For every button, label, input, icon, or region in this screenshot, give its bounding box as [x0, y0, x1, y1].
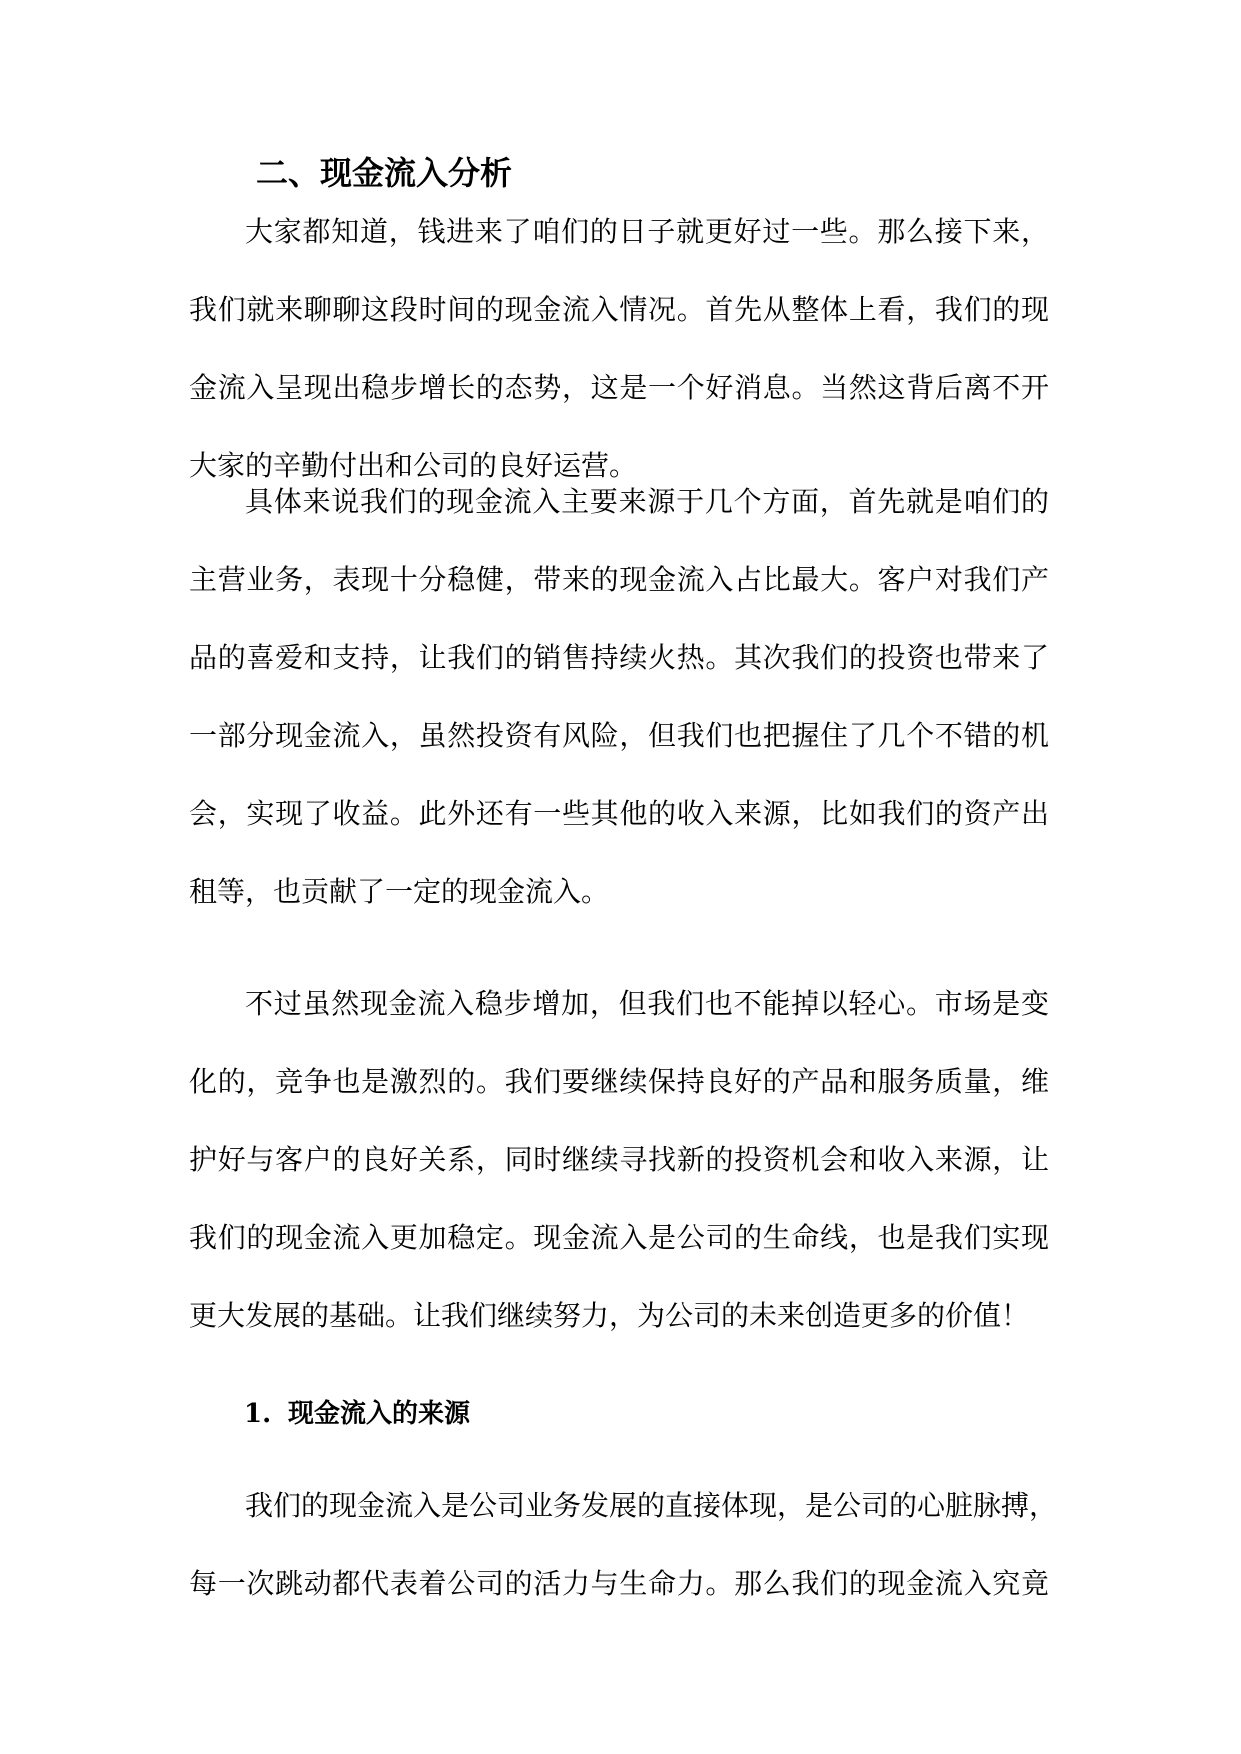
- paragraph-line: 化的，竞争也是激烈的。我们要继续保持良好的产品和服务质量，维: [189, 1065, 1049, 1098]
- paragraph-line: 品的喜爱和支持，让我们的销售持续火热。其次我们的投资也带来了: [189, 641, 1049, 674]
- subsection-title-text: 现金流入的来源: [288, 1399, 471, 1429]
- paragraph-line: 一部分现金流入，虽然投资有风险，但我们也把握住了几个不错的机: [189, 719, 1049, 752]
- paragraph-outlook: [189, 965, 1049, 1355]
- subsection-number: 1.: [244, 1399, 272, 1429]
- subsection-title: [244, 1394, 470, 1434]
- paragraph-line: 主营业务，表现十分稳健，带来的现金流入占比最大。客户对我们产: [189, 563, 1049, 596]
- paragraph-line: 我们就来聊聊这段时间的现金流入情况。首先从整体上看，我们的现: [189, 293, 1049, 326]
- paragraph-line: 具体来说我们的现金流入主要来源于几个方面，首先就是咱们的: [245, 485, 1049, 518]
- paragraph-line: 我们的现金流入更加稳定。现金流入是公司的生命线，也是我们实现: [189, 1221, 1049, 1254]
- paragraph-line: 会，实现了收益。此外还有一些其他的收入来源，比如我们的资产出: [189, 797, 1049, 830]
- paragraph-line: 更大发展的基础。让我们继续努力，为公司的未来创造更多的价值！: [189, 1299, 1030, 1332]
- paragraph-line: 每一次跳动都代表着公司的活力与生命力。那么我们的现金流入究竟: [189, 1567, 1049, 1600]
- paragraph-intro: [189, 193, 1049, 505]
- paragraph-line: 护好与客户的良好关系，同时继续寻找新的投资机会和收入来源，让: [189, 1143, 1049, 1176]
- section-title: 二、现金流入分析: [256, 154, 513, 192]
- paragraph-line: 我们的现金流入是公司业务发展的直接体现，是公司的心脏脉搏，: [245, 1489, 1058, 1522]
- paragraph-sources: [189, 463, 1049, 931]
- paragraph-subsection-intro: [189, 1467, 1058, 1623]
- paragraph-line: 不过虽然现金流入稳步增加，但我们也不能掉以轻心。市场是变: [245, 987, 1049, 1020]
- paragraph-line: 大家的辛勤付出和公司的良好运营。: [189, 449, 638, 482]
- paragraph-line: 大家都知道，钱进来了咱们的日子就更好过一些。那么接下来，: [245, 215, 1049, 248]
- paragraph-line: 金流入呈现出稳步增长的态势，这是一个好消息。当然这背后离不开: [189, 371, 1049, 404]
- paragraph-line: 租等，也贡献了一定的现金流入。: [189, 875, 610, 908]
